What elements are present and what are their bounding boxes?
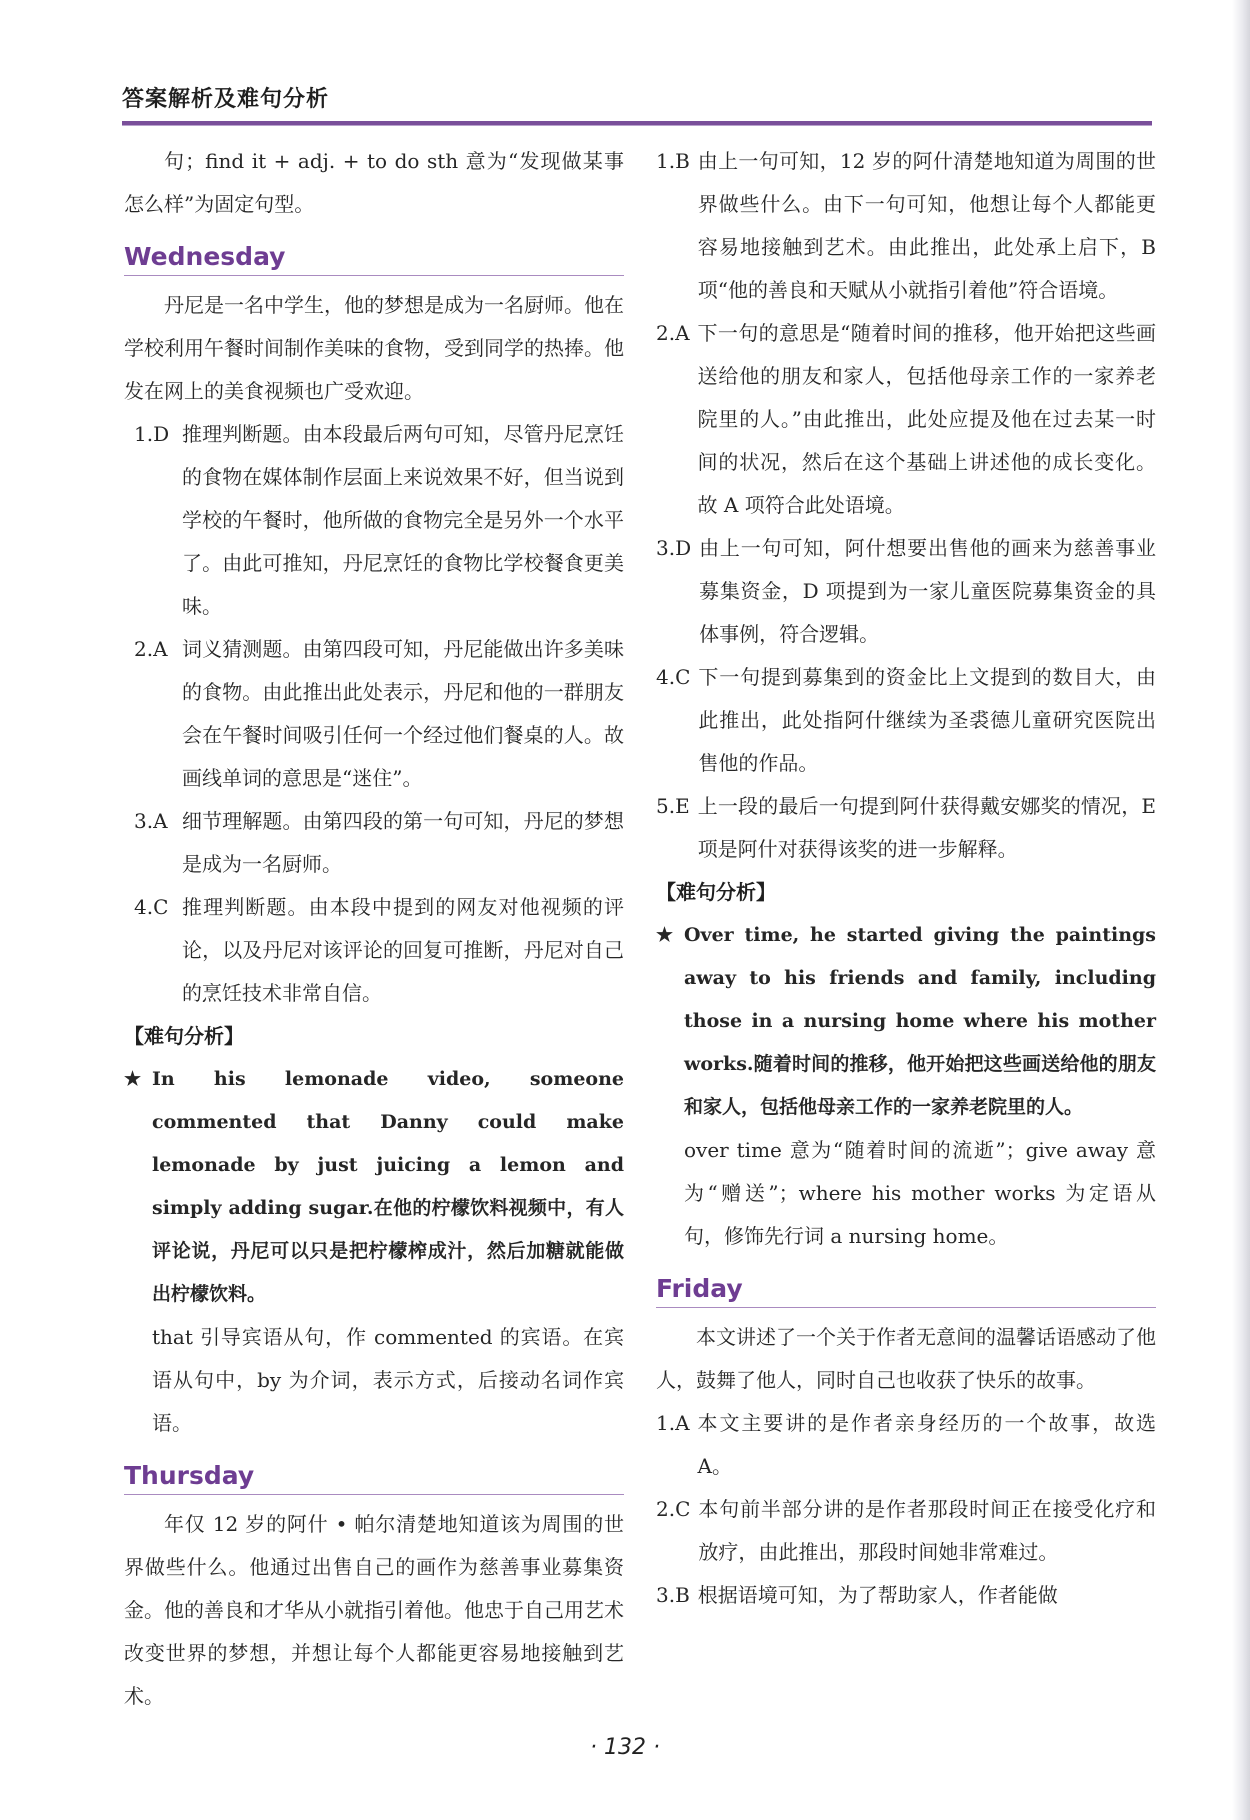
answer-number: 2.A (134, 637, 168, 661)
answer-item (656, 527, 1156, 656)
answer-number: 4.C (134, 895, 169, 919)
sentence-english: Over time, he started giving the paintings away to his friends and family, including those in a nursing home where his mother works. (684, 924, 1156, 1075)
answer-text: 由上一句可知，阿什想要出售他的画来为慈善事业募集资金，D 项提到为一家儿童医院募集资金的具体事例，符合逻辑。 (699, 536, 1156, 646)
answer-number: 5.E (656, 794, 690, 818)
sentence-explanation: over time 意为“随着时间的流逝”；give away 意为“赠送”；where his mother works 为定语从句，修饰先行词 a nursing home。 (684, 1138, 1156, 1248)
answer-item (656, 785, 1156, 871)
answer-text: 推理判断题。由本段最后两句可知，尽管丹尼烹饪的食物在媒体制作层面上来说效果不好，但当说到学校的午餐时，他所做的食物完全是另外一个水平了。由此可推知，丹尼烹饪的食物比学校餐食更美味。 (182, 422, 624, 618)
page-header (122, 82, 1152, 126)
difficult-sentence-heading: 【难句分析】 (124, 1024, 244, 1048)
answer-item (656, 1402, 1156, 1488)
answer-item (124, 800, 624, 886)
page-number: · 132 · (590, 1735, 660, 1760)
sentence-translation: 随着时间的推移，他开始把这些画送给他的朋友和家人，包括他母亲工作的一家养老院里的人。 (684, 1053, 1156, 1118)
answer-number: 3.D (656, 536, 692, 560)
answer-text: 词义猜测题。由第四段可知，丹尼能做出许多美味的食物。由此推出此处表示，丹尼和他的一群朋友会在午餐时间吸引任何一个经过他们餐桌的人。故画线单词的意思是“迷住”。 (182, 637, 624, 790)
answer-number: 4.C (656, 665, 691, 689)
answer-text: 下一句的意思是“随着时间的推移，他开始把这些画送给他的朋友和家人，包括他母亲工作的一家养老院里的人。”由此推出，此处应提及他在过去某一时间的状况，然后在这个基础上讲述他的成长变化。故 A 项符合此处语境。 (697, 321, 1156, 517)
answer-item (656, 312, 1156, 527)
section-title-friday: Friday (656, 1274, 743, 1303)
difficult-sentence (656, 914, 1156, 1129)
section-rule (124, 1494, 624, 1495)
answer-text: 根据语境可知，为了帮助家人，作者能做 (697, 1583, 1058, 1607)
answer-number: 2.A (656, 321, 690, 345)
wednesday-intro: 丹尼是一名中学生，他的梦想是成为一名厨师。他在学校利用午餐时间制作美味的食物，受到同学的热捧。他发在网上的美食视频也广受欢迎。 (124, 293, 624, 403)
answer-text: 推理判断题。由本段中提到的网友对他视频的评论，以及丹尼对该评论的回复可推断，丹尼对自己的烹饪技术非常自信。 (182, 895, 624, 1005)
carryover-paragraph: 句；find it + adj. + to do sth 意为“发现做某事怎么样”为固定句型。 (124, 149, 624, 216)
difficult-sentence-heading: 【难句分析】 (656, 880, 776, 904)
answer-text: 细节理解题。由第四段的第一句可知，丹尼的梦想是成为一名厨师。 (182, 809, 624, 876)
answer-number: 1.D (134, 422, 170, 446)
answer-item (124, 886, 624, 1015)
star-icon: ★ (656, 924, 674, 946)
difficult-sentence (124, 1058, 624, 1316)
header-title: 答案解析及难句分析 (122, 86, 330, 112)
header-rule (122, 121, 1152, 126)
thursday-intro: 年仅 12 岁的阿什 • 帕尔清楚地知道该为周围的世界做些什么。他通过出售自己的画作为慈善事业募集资金。他的善良和才华从小就指引着他。他忠于自己用艺术改变世界的梦想，并想让每个人都能更容易地接触到艺术。 (124, 1512, 624, 1708)
answer-number: 3.A (134, 809, 168, 833)
left-column (124, 140, 624, 1718)
section-rule (656, 1307, 1156, 1308)
answer-text: 上一段的最后一句提到阿什获得戴安娜奖的情况，E 项是阿什对获得该奖的进一步解释。 (697, 794, 1156, 861)
section-title-wednesday: Wednesday (124, 242, 286, 271)
answer-text: 本文主要讲的是作者亲身经历的一个故事，故选 A。 (697, 1411, 1156, 1478)
sentence-translation: 在他的柠檬饮料视频中，有人评论说，丹尼可以只是把柠檬榨成汁，然后加糖就能做出柠檬饮料。 (152, 1197, 624, 1305)
answer-text: 下一句提到募集到的资金比上文提到的数目大，由此推出，此处指阿什继续为圣裘德儿童研究医院出售他的作品。 (698, 665, 1156, 775)
section-title-thursday: Thursday (124, 1461, 255, 1490)
sentence-explanation: that 引导宾语从句，作 commented 的宾语。在宾语从句中，by 为介词，表示方式，后接动名词作宾语。 (152, 1325, 624, 1435)
answer-item (124, 628, 624, 800)
answer-number: 1.B (656, 149, 690, 173)
answer-item (656, 1574, 1156, 1617)
page-edge (1232, 0, 1250, 1820)
answer-text: 本句前半部分讲的是作者那段时间正在接受化疗和放疗，由此推出，那段时间她非常难过。 (698, 1497, 1156, 1564)
answer-item (656, 1488, 1156, 1574)
answer-item (656, 140, 1156, 312)
sentence-english: In his lemonade video, someone commented that Danny could make lemonade by just juicing a lemon and simply adding sugar. (152, 1068, 624, 1219)
answer-number: 3.B (656, 1583, 690, 1607)
answer-item (656, 656, 1156, 785)
answer-number: 2.C (656, 1497, 691, 1521)
friday-intro: 本文讲述了一个关于作者无意间的温馨话语感动了他人，鼓舞了他人，同时自己也收获了快乐的故事。 (656, 1325, 1156, 1392)
answer-number: 1.A (656, 1411, 690, 1435)
answer-text: 由上一句可知，12 岁的阿什清楚地知道为周围的世界做些什么。由下一句可知，他想让每个人都能更容易地接触到艺术。由此推出，此处承上启下，B 项“他的善良和天赋从小就指引着他”符合语境。 (697, 149, 1156, 302)
star-icon: ★ (124, 1068, 142, 1090)
answer-item (124, 413, 624, 628)
section-rule (124, 275, 624, 276)
right-column (656, 140, 1156, 1617)
